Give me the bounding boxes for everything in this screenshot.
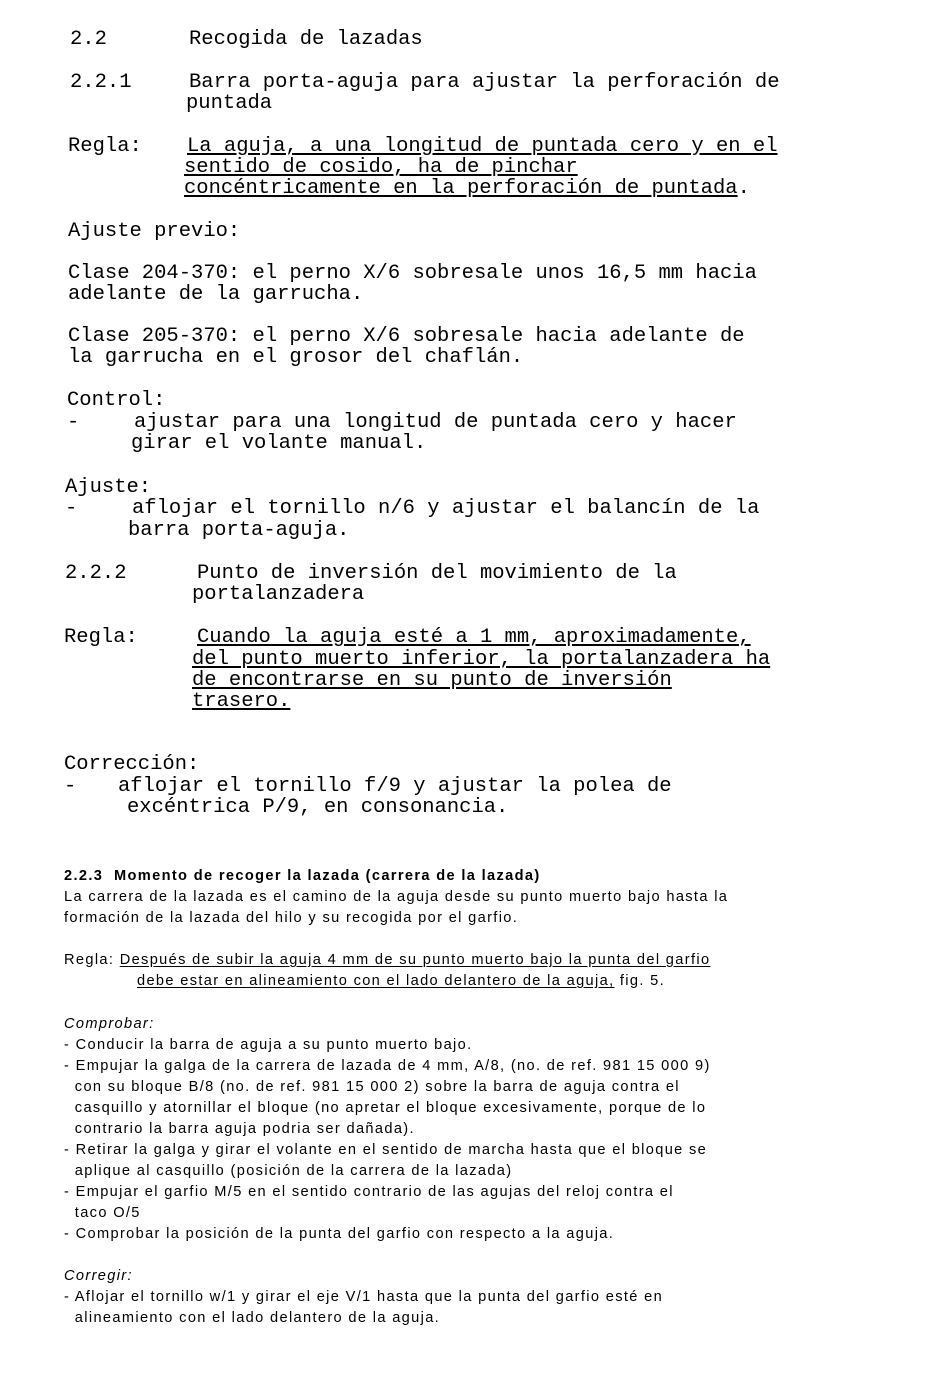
ajuste-line2: barra porta-aguja. [128,519,350,542]
regla-2-label: Regla: [64,626,138,649]
section-2-2-title: Recogida de lazadas [189,28,423,51]
correccion-line1: aflojar el tornillo f/9 y ajustar la polea de [118,775,672,798]
control-dash: - [67,411,80,434]
regla-2-line4: trasero. [192,690,291,713]
section-2-2-3-intro-line2: formación de la lazada del hilo y su recogida por el garfio. [64,910,519,926]
ajuste-dash: - [65,497,78,520]
ajuste-label: Ajuste: [65,476,152,499]
clase-204-line2: adelante de la garrucha. [68,283,364,306]
regla-2-line2: del punto muerto inferior, la portalanzadera ha [192,648,771,671]
regla-3-figref: fig. 5. [614,973,666,989]
regla-2-line3: de encontrarse en su punto de inversión [192,669,672,692]
regla-3-label: Regla: [64,952,120,968]
corregir-label: Corregir: [64,1268,133,1284]
comprobar-line: - Retirar la galga y girar el volante en el sentido de marcha hasta que el bloque se [64,1142,708,1158]
regla-2-line1: Cuando la aguja esté a 1 mm, aproximadamente, [197,626,751,649]
comprobar-label: Comprobar: [64,1016,155,1032]
regla-1-line3-period: . [737,177,750,200]
regla-1-line3 [184,178,750,200]
section-2-2-3-heading: 2.2.3 Momento de recoger la lazada (carrera de la lazada) [64,868,541,884]
section-2-2-1-number: 2.2.1 [70,71,132,94]
clase-204-line1: Clase 204-370: el perno X/6 sobresale unos 16,5 mm hacia [68,262,757,285]
comprobar-line: contrario la barra aguja podria ser dañada). [64,1121,415,1137]
correccion-dash: - [64,775,77,798]
section-2-2-3-intro-line1: La carrera de la lazada es el camino de la aguja desde su punto muerto bajo hasta la [64,889,729,905]
clase-205-line1: Clase 205-370: el perno X/6 sobresale hacia adelante de [68,325,745,348]
section-2-2-1-title-line2: puntada [186,92,273,115]
regla-1-line3-text: concéntricamente en la perforación de puntada [184,177,738,200]
control-line2: girar el volante manual. [131,432,427,455]
comprobar-line: aplique al casquillo (posición de la carrera de la lazada) [64,1163,513,1179]
comprobar-line: - Conducir la barra de aguja a su punto muerto bajo. [64,1037,473,1053]
corregir-line: - Aflojar el tornillo w/1 y girar el eje V/1 hasta que la punta del garfio esté en [64,1289,664,1305]
section-2-2-2-title-line1: Punto de inversión del movimiento de la [197,562,677,585]
comprobar-line: con su bloque B/8 (no. de ref. 981 15 000 2) sobre la barra de aguja contra el [64,1079,680,1095]
regla-3-text1: Después de subir la aguja 4 mm de su punto muerto bajo la punta del garfio [119,952,711,968]
correccion-line2: excéntrica P/9, en consonancia. [127,796,509,819]
comprobar-line: casquillo y atornillar el bloque (no apretar el bloque excesivamente, porque de lo [64,1100,707,1116]
corregir-line: alineamiento con el lado delantero de la aguja. [64,1310,441,1326]
regla-3-text2: debe estar en alineamiento con el lado delantero de la aguja, [137,973,615,989]
ajuste-previo-label: Ajuste previo: [68,220,241,243]
regla-3-line1 [64,950,710,971]
section-2-2-number: 2.2 [70,28,107,51]
regla-1-line2: sentido de cosido, ha de pinchar [184,156,578,179]
regla-1-label: Regla: [68,135,142,158]
clase-205-line2: la garrucha en el grosor del chaflán. [68,346,524,369]
regla-3-line2 [137,971,665,992]
comprobar-line: - Comprobar la posición de la punta del garfio con respecto a la aguja. [64,1226,615,1242]
control-line1: ajustar para una longitud de puntada cero y hacer [134,411,737,434]
regla-1-line1: La aguja, a una longitud de puntada cero y en el [187,135,778,158]
correccion-label: Corrección: [64,753,200,776]
ajuste-line1: aflojar el tornillo n/6 y ajustar el balancín de la [132,497,760,520]
comprobar-line: taco O/5 [64,1205,141,1221]
section-2-2-1-title-line1: Barra porta-aguja para ajustar la perforación de [189,71,780,94]
comprobar-line: - Empujar la galga de la carrera de lazada de 4 mm, A/8, (no. de ref. 981 15 000 9) [64,1058,711,1074]
comprobar-line: - Empujar el garfio M/5 en el sentido contrario de las agujas del reloj contra el [64,1184,674,1200]
section-2-2-2-title-line2: portalanzadera [192,583,365,606]
section-2-2-2-number: 2.2.2 [65,562,127,585]
control-label: Control: [67,389,166,412]
